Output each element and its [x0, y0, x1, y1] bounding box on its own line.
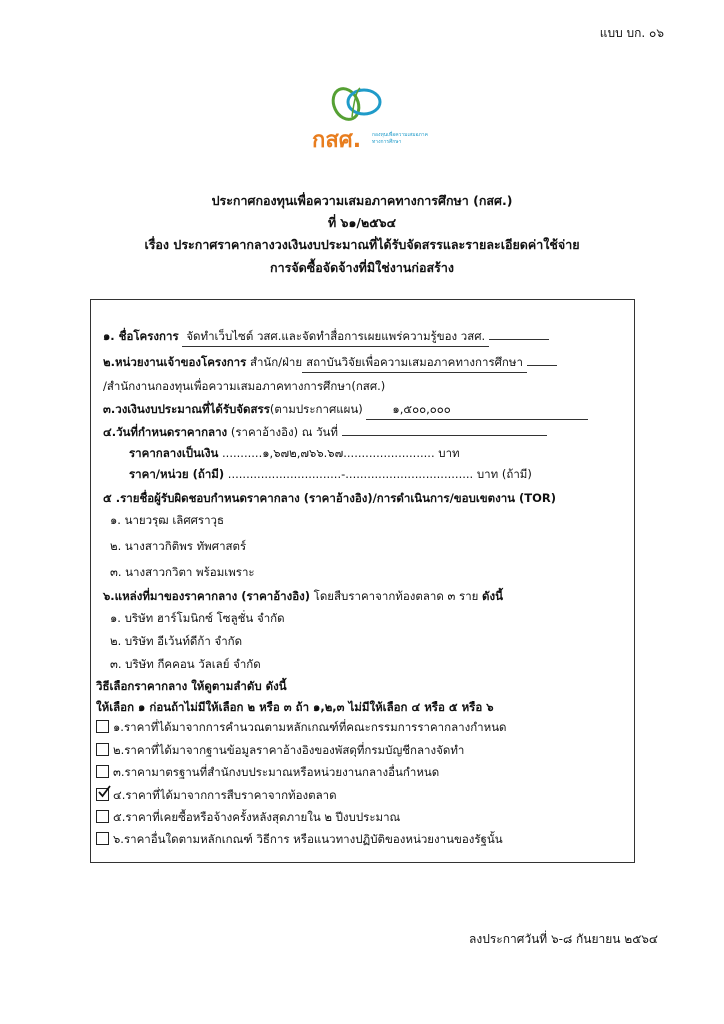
item-source	[103, 588, 503, 606]
logo-tagline-1: กองทุนเพื่อความเสมอภาค	[372, 132, 428, 138]
price-baht: บาท	[438, 446, 460, 460]
company-1: ๑. บริษัท ฮาร์โมนิกซ์ โซลูชั่น จำกัด	[110, 611, 285, 625]
person-2: ๒. นางสาวกิติพร ทัพศาสตร์	[110, 539, 247, 553]
owner-prefix: สำนัก/ฝ่าย	[249, 355, 303, 369]
item-project	[103, 328, 549, 347]
price-row	[129, 445, 460, 463]
owner-cont: /สำนักงานกองทุนเพื่อความเสมอภาคทางการศึกษา(กสศ.)	[103, 379, 386, 393]
owner-value: สถาบันวิจัยเพื่อความเสมอภาคทางการศึกษา	[302, 354, 527, 373]
announce-date: ลงประกาศวันที่ ๖-๘ กันยายน ๒๕๖๔	[468, 932, 658, 946]
option-1-checkbox[interactable]	[96, 720, 109, 733]
date-blank	[342, 435, 547, 436]
option-5-checkbox[interactable]	[96, 810, 109, 823]
form-code: แบบ บก. ๐๖	[599, 26, 664, 40]
price-value: ...........๑,๖๗๒,๗๖๖.๖๗.........................	[222, 446, 435, 460]
unit-value: ...............................-...................................	[227, 467, 474, 481]
option-5-label: ๕.ราคาที่เคยซื้อหรือจ้างครั้งหลังสุดภายใน ๒ ปีงบประมาณ	[113, 810, 401, 824]
unit-label: ราคา/หน่วย (ถ้ามี)	[129, 467, 225, 481]
checkmark-icon	[96, 784, 112, 800]
person-3: ๓. นางสาวกวิตา พร้อมเพราะ	[110, 565, 255, 579]
logo-wordmark: กสศ.	[312, 128, 362, 153]
option-6-checkbox[interactable]	[96, 832, 109, 845]
project-blank	[489, 339, 549, 340]
budget-value: ๑,๕๐๐,๐๐๐	[366, 401, 588, 420]
option-3[interactable]	[96, 764, 439, 782]
header-line-4: การจัดซื้อจัดจ้างที่มิใช่งานก่อสร้าง	[270, 260, 454, 275]
option-6[interactable]	[96, 831, 503, 849]
header-line-3: เรื่อง ประกาศราคากลางวงเงินงบประมาณที่ได้รับจัดสรรและรายละเอียดค่าใช้จ่าย	[144, 237, 580, 252]
item-responsible: ๕ .รายชื่อผู้รับผิดชอบกำหนดราคากลาง (ราคาอ้างอิง)/การดำเนินการ/ขอบเขตงาน (TOR)	[103, 491, 557, 505]
option-3-label: ๓.ราคามาตรฐานที่สำนักงบประมาณหรือหน่วยงานกลางอื่นกำหนด	[113, 765, 440, 779]
unit-baht: บาท (ถ้ามี)	[476, 467, 532, 481]
option-2[interactable]	[96, 742, 464, 760]
unit-row	[129, 466, 532, 484]
option-3-checkbox[interactable]	[96, 765, 109, 778]
project-value: จัดทำเว็บไซต์ วสศ.และจัดทำสื่อการเผยแพร่ความรู้ของ วสศ.	[182, 328, 489, 347]
person-1: ๑. นายวรุฒ เลิศศราวุธ	[110, 513, 225, 527]
header-line-1: ประกาศกองทุนเพื่อความเสมอภาคทางการศึกษา (กสศ.)	[211, 193, 513, 208]
company-2: ๒. บริษัท อีเว้นท์ดีก้า จำกัด	[110, 634, 243, 648]
method-rule: ให้เลือก ๑ ก่อนถ้าไม่มีให้เลือก ๒ หรือ ๓ ถ้า ๑,๒,๓ ไม่มีให้เลือก ๔ หรือ ๕ หรือ ๖	[96, 700, 494, 714]
option-2-checkbox[interactable]	[96, 743, 109, 756]
option-4-checkbox[interactable]	[96, 788, 109, 801]
option-5[interactable]	[96, 809, 400, 827]
item-owner	[103, 354, 557, 373]
option-2-label: ๒.ราคาที่ได้มาจากฐานข้อมูลราคาอ้างอิงของพัสดุที่กรมบัญชีกลางจัดทำ	[113, 743, 465, 757]
budget-paren: (ตามประกาศแผน)	[269, 402, 363, 416]
owner-blank	[527, 365, 557, 366]
price-label: ราคากลางเป็นเงิน	[129, 446, 219, 460]
method-title: วิธีเลือกราคากลาง ให้ดูตามลำดับ ดังนี้	[96, 679, 287, 693]
source-label: ๖.แหล่งที่มาของราคากลาง (ราคาอ้างอิง)	[103, 589, 310, 603]
budget-label: ๓.วงเงินงบประมาณที่ได้รับจัดสรร	[103, 402, 270, 416]
source-rest: โดยสืบราคาจากท้องตลาด ๓ ราย	[313, 589, 479, 603]
project-label: ๑. ชื่อโครงการ	[103, 329, 179, 343]
option-4-label: ๔.ราคาที่ได้มาจากการสืบราคาจากท้องตลาด	[113, 788, 337, 802]
logo-tagline-2: ทางการศึกษา	[372, 139, 402, 145]
option-1-label: ๑.ราคาที่ได้มาจากการคำนวณตามหลักเกณฑ์ที่คณะกรรมการราคากลางกำหนด	[113, 720, 507, 734]
company-3: ๓. บริษัท กีคคอน วัลเลย์ จำกัด	[110, 657, 261, 671]
item-date	[103, 424, 547, 442]
header-line-2: ที่ ๖๑/๒๕๖๔	[327, 215, 397, 230]
date-label: ๔.วันที่กำหนดราคากลาง	[103, 425, 228, 439]
date-paren: (ราคาอ้างอิง) ณ วันที่	[230, 425, 338, 439]
owner-label: ๒.หน่วยงานเจ้าของโครงการ	[103, 355, 247, 369]
option-4[interactable]	[96, 787, 337, 805]
eef-logo	[312, 82, 428, 153]
source-tail: ดังนี้	[482, 589, 503, 603]
option-1[interactable]	[96, 719, 507, 737]
option-6-label: ๖.ราคาอื่นใดตามหลักเกณฑ์ วิธีการ หรือแนวทางปฏิบัติของหน่วยงานของรัฐนั้น	[113, 832, 503, 846]
item-budget	[103, 401, 588, 420]
